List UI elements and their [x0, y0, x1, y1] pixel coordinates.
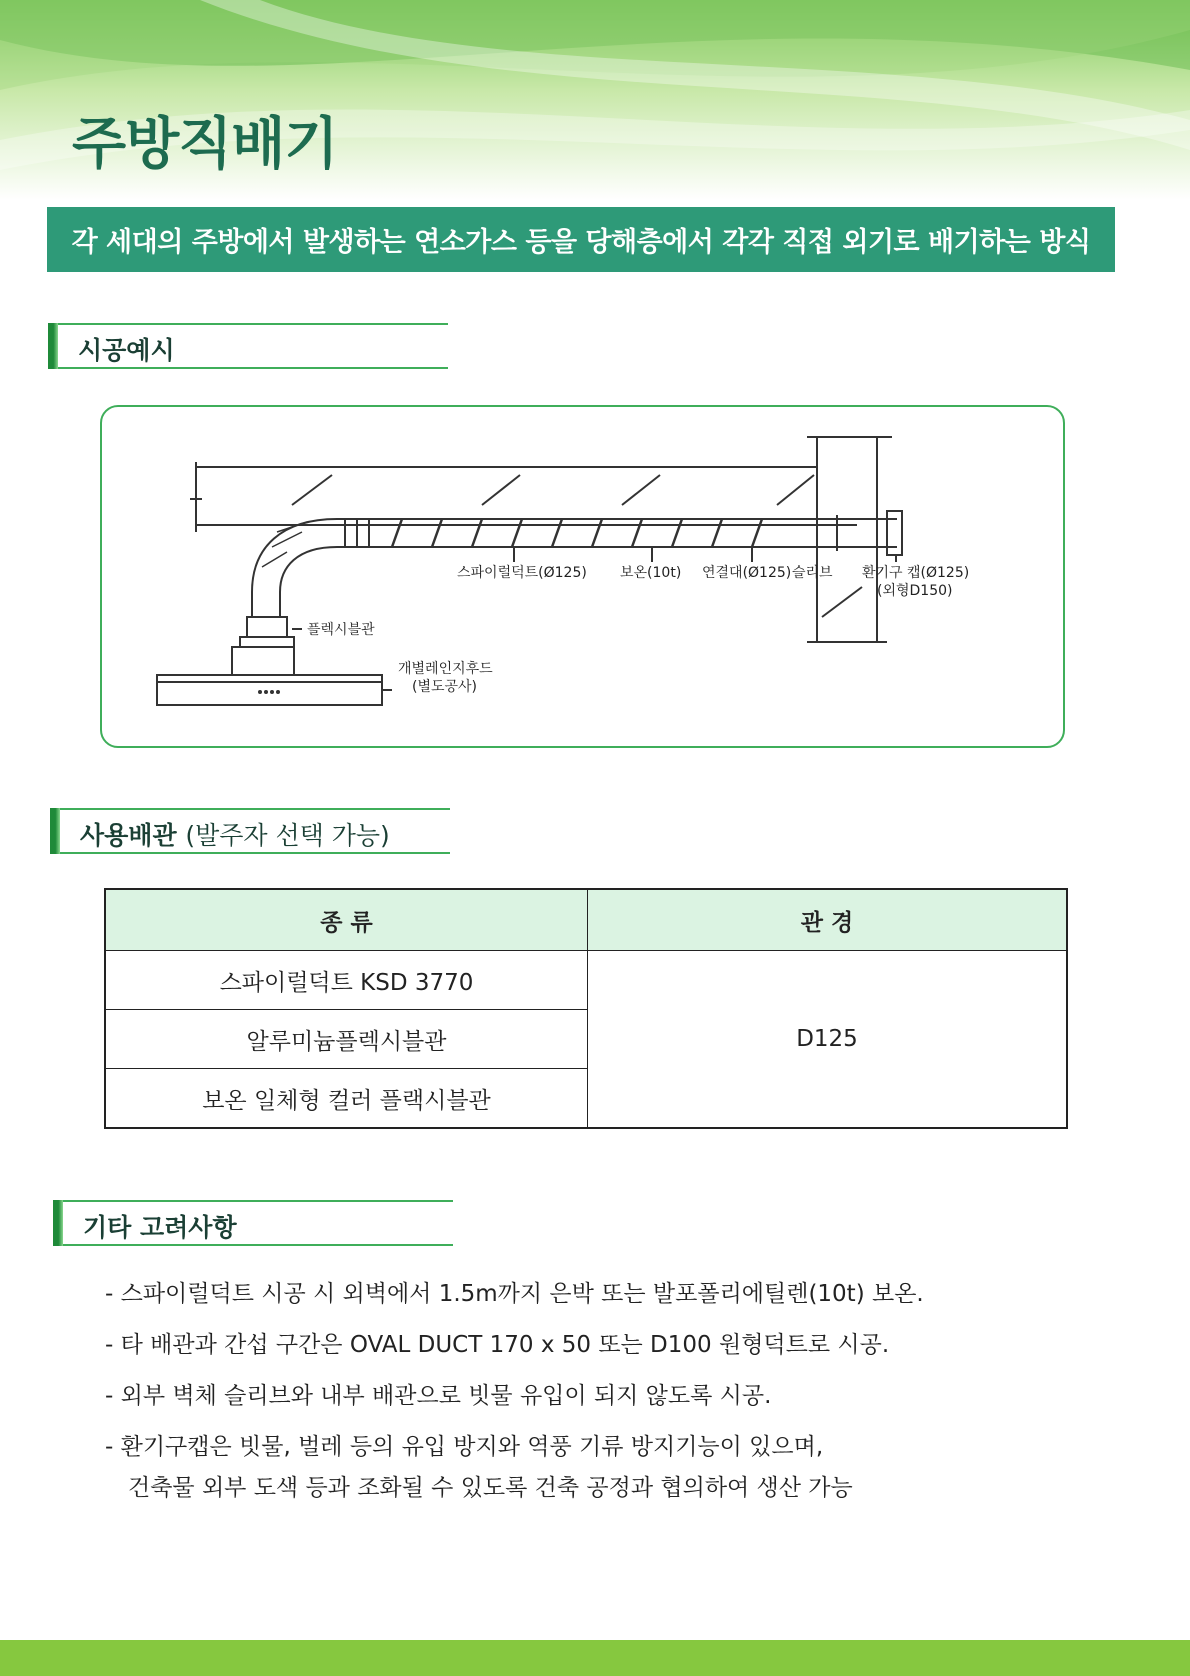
diagram-label-cap-sub: (외형D150) — [877, 583, 953, 599]
page-title: 주방직배기 — [72, 112, 338, 177]
description-banner: 각 세대의 주방에서 발생하는 연소가스 등을 당해층에서 각각 직접 외기로 배기하는 방식 — [47, 207, 1115, 272]
diagram-label-hood-sub: (별도공사) — [412, 679, 478, 695]
diagram-label-spiral: 스파이럴덕트(Ø125) — [457, 565, 587, 581]
list-item: - 외부 벽체 슬리브와 내부 배관으로 빗물 유입이 되지 않도록 시공. — [105, 1383, 772, 1409]
heading-rule — [60, 808, 450, 810]
heading-accent-bar — [50, 808, 60, 854]
diagram-label-flexible: 플렉시블관 — [307, 622, 375, 638]
list-item — [105, 1431, 924, 1505]
diagram-label-sleeve: 슬리브 — [792, 565, 833, 581]
diagram-label-connector: 연결대(Ø125) — [702, 565, 792, 581]
heading-rule — [60, 852, 450, 854]
diagram-label-cap: 환기구 캡(Ø125) — [862, 565, 970, 581]
section-heading-label: 기타 고려사항 — [83, 1213, 237, 1242]
heading-accent-bar — [53, 1200, 63, 1246]
table-header-row — [105, 889, 1067, 951]
range-hood — [157, 675, 382, 705]
installation-diagram — [100, 405, 1065, 748]
heading-rule — [63, 1200, 453, 1202]
pipe-spec-table — [104, 888, 1068, 1129]
hood-button — [276, 690, 280, 694]
pipe-type-cell: 알루미늄플렉시블관 — [105, 1010, 588, 1069]
footer-bar — [0, 1640, 1190, 1676]
column-header-diameter: 관 경 — [588, 889, 1068, 951]
ceiling-slab-line — [196, 437, 892, 467]
diagram-label-insulation: 보온(10t) — [620, 565, 682, 581]
hood-button — [270, 690, 274, 694]
heading-accent-bar — [48, 323, 58, 369]
column-header-type: 종 류 — [105, 889, 588, 951]
section-heading-label: 시공예시 — [78, 336, 175, 365]
duct-installation-drawing — [102, 407, 1062, 745]
section-heading-main: 사용배관 — [80, 821, 177, 850]
heading-rule — [58, 323, 448, 325]
section-heading-notes — [53, 1200, 453, 1246]
pipe-type-cell: 스파이럴덕트 KSD 3770 — [105, 951, 588, 1010]
section-heading-label — [80, 816, 390, 852]
section-heading-example — [48, 323, 448, 369]
section-heading-sub: (발주자 선택 가능) — [185, 821, 390, 850]
list-item-continuation: 건축물 외부 도색 등과 조화될 수 있도록 건축 공정과 협의하여 생산 가능 — [128, 1475, 853, 1501]
hood-button — [264, 690, 268, 694]
pipe-diameter-cell: D125 — [588, 951, 1068, 1129]
list-item: - 스파이럴덕트 시공 시 외벽에서 1.5m까지 은박 또는 발포폴리에틸렌(10t) 보온. — [105, 1281, 924, 1307]
hood-button — [258, 690, 262, 694]
diagram-label-hood: 개별레인지후드 — [398, 661, 493, 677]
list-item: - 타 배관과 간섭 구간은 OVAL DUCT 170 x 50 또는 D100 원형덕트로 시공. — [105, 1332, 890, 1358]
vent-cap — [887, 511, 902, 555]
heading-rule — [63, 1244, 453, 1246]
table-row — [105, 951, 1067, 1010]
hanger — [777, 475, 814, 505]
pipe-type-cell: 보온 일체형 컬러 플랙시블관 — [105, 1069, 588, 1129]
section-heading-pipes — [50, 808, 450, 854]
considerations-list — [105, 1278, 924, 1523]
heading-rule — [58, 367, 448, 369]
hanger — [292, 475, 332, 505]
flexible-elbow — [252, 519, 337, 617]
hanger — [622, 475, 660, 505]
hanger — [482, 475, 520, 505]
list-item-text: - 환기구캡은 빗물, 벌레 등의 유입 방지와 역풍 기류 방지기능이 있으며, — [105, 1434, 824, 1460]
